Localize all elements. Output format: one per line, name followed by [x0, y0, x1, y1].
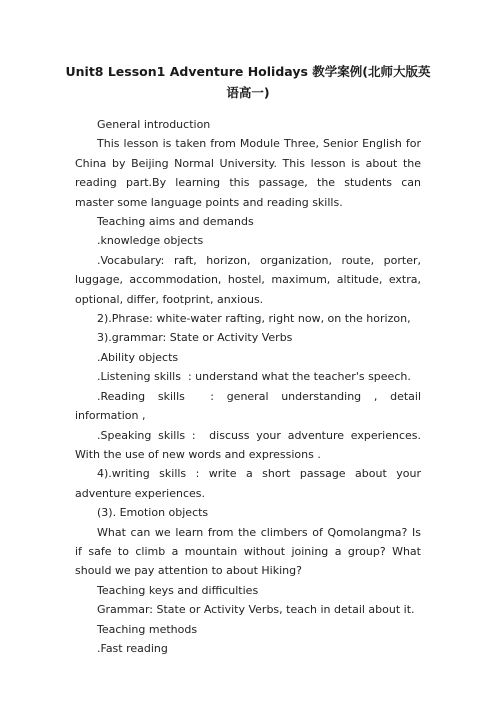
paragraph-grammar-keys: Grammar: State or Activity Verbs, teach in detail about it.	[97, 603, 415, 617]
paragraph-introduction-text: This lesson is taken from Module Three, Senior English for China by Beijing Normal University. This lesson is about the reading part.By learning this passage, the students can master some language points and reading skills.	[75, 137, 425, 209]
paragraph-general-introduction-heading: General introduction	[97, 118, 211, 131]
paragraph-knowledge-objects: .knowledge objects	[97, 234, 204, 248]
paragraph-fast-reading: .Fast reading	[97, 641, 168, 655]
paragraph-emotion-objects: (3). Emotion objects	[97, 506, 209, 520]
paragraph-phrase: 2).Phrase: white-water rafting, right now, on the horizon,	[97, 312, 411, 326]
paragraph-writing-skills: 4).writing skills : write a short passage about your adventure experiences.	[75, 467, 425, 500]
paragraph-vocabulary: .Vocabulary: raft, horizon, organization, route, porter, luggage, accommodation, hostel, maximum, altitude, extra, optional, differ, footprint, anxious.	[75, 253, 425, 306]
document-title	[60, 61, 436, 103]
paragraph-grammar: 3).grammar: State or Activity Verbs	[97, 331, 293, 345]
paragraph-listening-skills: .Listening skills : understand what the teacher's speech.	[97, 370, 411, 384]
document-body	[75, 115, 425, 658]
paragraph-teaching-aims-heading: Teaching aims and demands	[97, 215, 254, 229]
title-line-1: Unit8 Lesson1 Adventure Holidays 教学案例(北师大版英	[65, 64, 431, 79]
paragraph-speaking-skills: .Speaking skills : discuss your adventure experiences. With the use of new words and expressions .	[75, 428, 425, 461]
paragraph-ability-objects: .Ability objects	[97, 350, 179, 364]
paragraph-teaching-keys-heading: Teaching keys and difficulties	[97, 583, 259, 597]
paragraph-teaching-methods-heading: Teaching methods	[97, 622, 198, 636]
title-line-2: 语高一)	[226, 85, 270, 100]
paragraph-emotion-questions: What can we learn from the climbers of Qomolangma? Is if safe to climb a mountain without joining a group? What should we pay attention to about Hiking?	[75, 525, 425, 578]
paragraph-reading-skills: .Reading skills : general understanding , detail information ,	[75, 389, 425, 423]
